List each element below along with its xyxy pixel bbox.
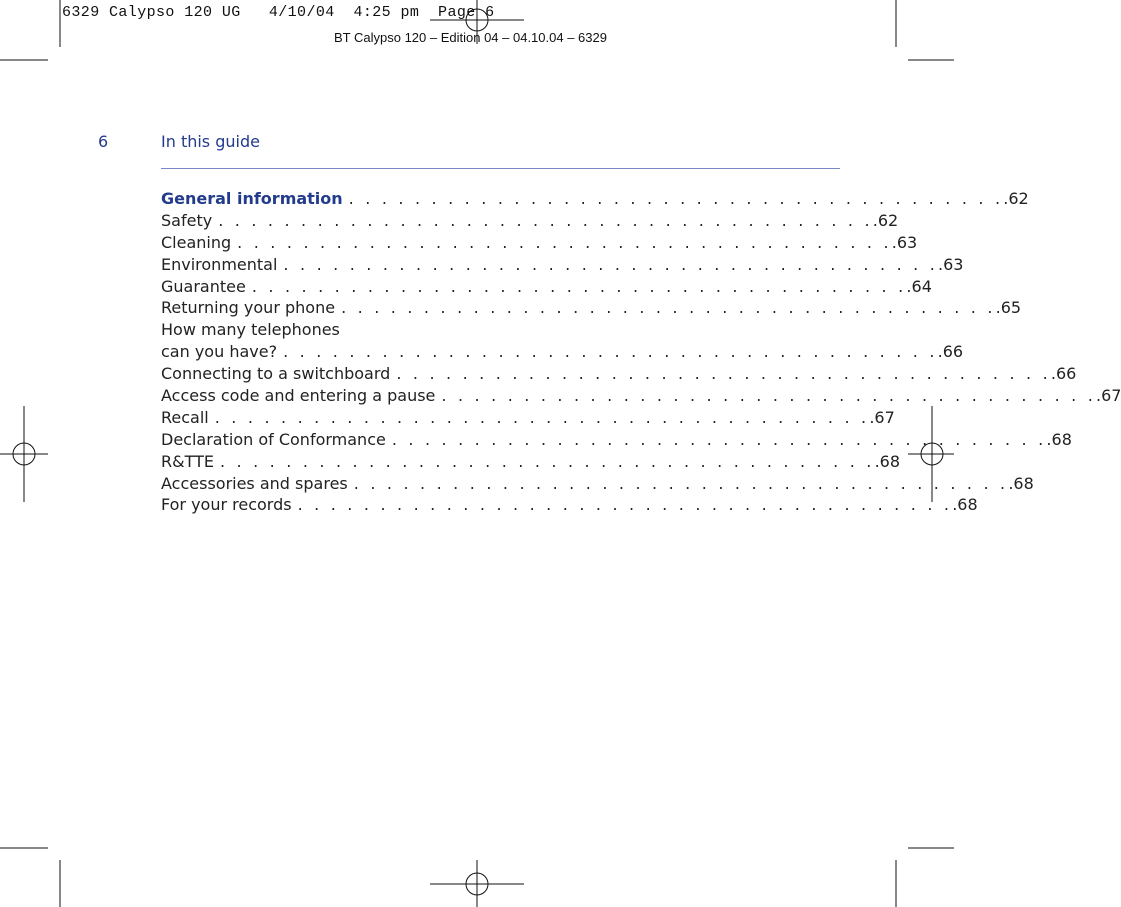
toc-entry bbox=[161, 210, 899, 232]
toc-entry bbox=[161, 319, 471, 341]
toc-leader-dots: . . . . . . . . . . . . . . . . . . . . . . . . . . . . . . . . . . . . . . . . bbox=[219, 451, 875, 471]
toc-leader-dots: . . . . . . . . . . . . . . . . . . . . . . . . . . . . . . . . . . . . . . . . bbox=[283, 254, 939, 274]
toc-entry-label: Declaration of Conformance bbox=[161, 429, 386, 449]
toc-entry-page: .67 bbox=[1096, 386, 1121, 406]
toc-entry bbox=[161, 451, 901, 473]
toc-entry bbox=[161, 494, 978, 516]
toc-leader-dots: . . . . . . . . . . . . . . . . . . . . . . . . . . . . . . . . . . . . . . . . bbox=[214, 407, 870, 427]
toc-leader-dots: . . . . . . . . . . . . . . . . . . . . . . . . . . . . . . . . . . . . . . . . bbox=[396, 364, 1051, 384]
toc-entry bbox=[161, 297, 1022, 319]
toc-leader-dots: . . . . . . . . . . . . . . . . . . . . . . . . . . . . . . . . . . . . . . . . bbox=[251, 276, 907, 296]
toc-entry-label: Accessories and spares bbox=[161, 473, 348, 493]
toc-entry-label: Access code and entering a pause bbox=[161, 386, 436, 406]
toc-entry-page: .65 bbox=[995, 298, 1022, 318]
toc-entry-page: .68 bbox=[1046, 429, 1072, 449]
toc-entry-page: .68 bbox=[1008, 473, 1034, 493]
toc-entry-label: Connecting to a switchboard bbox=[161, 364, 391, 384]
toc-entry-label: can you have? bbox=[161, 342, 278, 362]
toc-leader-dots: . . . . . . . . . . . . . . . . . . . . . . . . . . . . . . . . . . . . . . . . bbox=[391, 429, 1047, 449]
toc-entry bbox=[161, 276, 932, 298]
toc-entry bbox=[161, 341, 964, 363]
toc-entry-label: For your records bbox=[161, 495, 292, 515]
toc-entry bbox=[161, 473, 1034, 495]
toc-leader-dots: . . . . . . . . . . . . . . . . . . . . . . . . . . . . . . . . . . . . . . . . bbox=[218, 210, 873, 230]
toc-entry-label: Guarantee bbox=[161, 276, 246, 296]
toc-entry-label: Returning your phone bbox=[161, 298, 336, 318]
edition-line: BT Calypso 120 – Edition 04 – 04.10.04 – 6329 bbox=[334, 30, 607, 45]
toc-leader-dots: . . . . . . . . . . . . . . . . . . . . . . . . . . . . . . . . . . . . . . . . bbox=[283, 342, 938, 362]
toc-entry-label: Safety bbox=[161, 210, 213, 230]
toc-leader-dots: . . . . . . . . . . . . . . . . . . . . . . . . . . . . . . . . . . . . . . . . bbox=[341, 298, 996, 318]
toc-leader-dots: . . . . . . . . . . . . . . . . . . . . . . . . . . . . . . . . . . . . . . . . bbox=[353, 473, 1009, 493]
toc-entry bbox=[161, 232, 918, 254]
toc-leader-dots: . . . . . . . . . . . . . . . . . . . . . . . . . . . . . . . . . . . . . . . . bbox=[237, 232, 892, 252]
toc-entry-label: Environmental bbox=[161, 254, 278, 274]
print-slug: 6329 Calypso 120 UG 4/10/04 4:25 pm Page 6 bbox=[62, 4, 495, 21]
toc-entry-page: .66 bbox=[937, 342, 964, 362]
toc-entry-page: .68 bbox=[874, 451, 901, 471]
toc-leader-dots: . . . . . . . . . . . . . . . . . . . . . . . . . . . . . . . . . . . . . . . . bbox=[441, 386, 1096, 406]
toc-entry-label: R&TTE bbox=[161, 451, 214, 471]
toc-entry bbox=[161, 188, 1029, 210]
toc-entry-label: How many telephones bbox=[161, 320, 340, 340]
toc-entry bbox=[161, 363, 1077, 385]
page-number: 6 bbox=[98, 132, 109, 151]
toc-entry-page: .64 bbox=[906, 276, 932, 296]
header-rule bbox=[161, 168, 840, 169]
toc-entry-page: .62 bbox=[1003, 189, 1029, 208]
toc-entry bbox=[161, 385, 1121, 407]
toc-entry-page: .63 bbox=[891, 232, 918, 252]
toc-entry-label: Recall bbox=[161, 407, 209, 427]
toc-entry-label: Cleaning bbox=[161, 232, 232, 252]
toc-entry-page: .66 bbox=[1050, 364, 1077, 384]
toc-entry bbox=[161, 407, 895, 429]
toc-entry-page: .68 bbox=[952, 495, 978, 515]
toc-leader-dots: . . . . . . . . . . . . . . . . . . . . . . . . . . . . . . . . . . . . . . . . bbox=[348, 189, 1004, 208]
table-of-contents bbox=[161, 188, 1121, 516]
toc-entry-page: .62 bbox=[872, 210, 899, 230]
toc-entry bbox=[161, 429, 1072, 451]
section-title: In this guide bbox=[161, 132, 260, 151]
toc-leader-dots: . . . . . . . . . . . . . . . . . . . . . . . . . . . . . . . . . . . . . . . . bbox=[297, 495, 953, 515]
toc-entry-page: .63 bbox=[938, 254, 964, 274]
toc-entry-label: General information bbox=[161, 189, 343, 208]
toc-entry-page: .67 bbox=[869, 407, 895, 427]
toc-entry bbox=[161, 254, 964, 276]
